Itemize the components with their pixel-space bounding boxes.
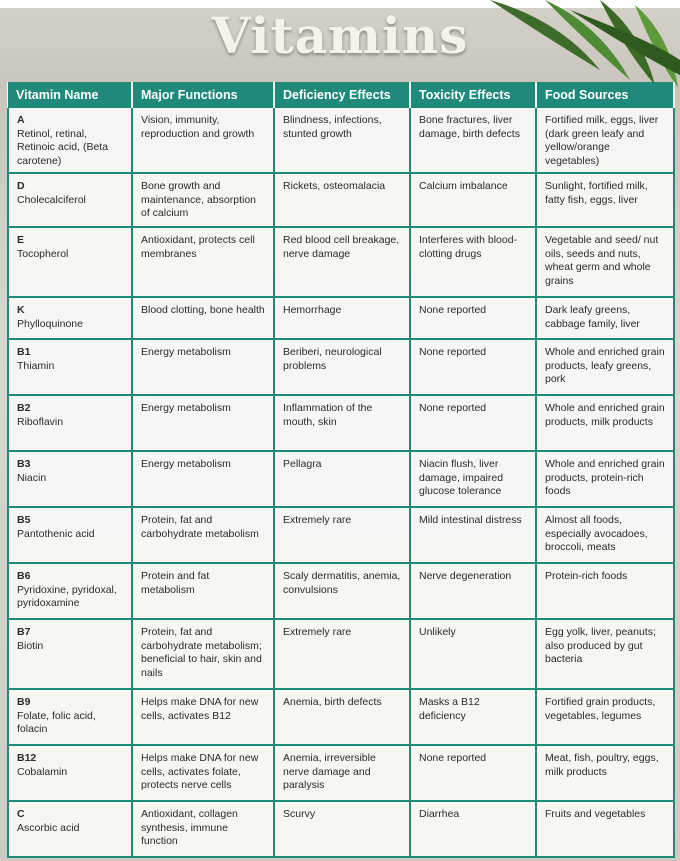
toxicity-effects-cell: Bone fractures, liver damage, birth defects: [410, 108, 536, 173]
vitamin-chemical-name: Retinol, retinal, Retinoic acid, (Beta carotene): [17, 127, 109, 167]
vitamin-letter: B5: [17, 514, 31, 526]
deficiency-effects-cell: Extremely rare: [274, 507, 410, 563]
deficiency-effects-cell: Pellagra: [274, 451, 410, 507]
vitamin-letter: B3: [17, 458, 31, 470]
major-functions-cell: Helps make DNA for new cells, activates folate, protects nerve cells: [132, 745, 274, 801]
major-functions-cell: Energy metabolism: [132, 451, 274, 507]
deficiency-effects-cell: Anemia, irreversible nerve damage and paralysis: [274, 745, 410, 801]
vitamin-name-cell: [8, 563, 132, 619]
table-body: [8, 108, 674, 857]
header-food-sources: Food Sources: [536, 82, 674, 108]
table-row: [8, 227, 674, 297]
vitamin-letter: E: [17, 234, 25, 246]
vitamin-name-cell: [8, 108, 132, 173]
vitamin-name-cell: [8, 801, 132, 857]
deficiency-effects-cell: Scurvy: [274, 801, 410, 857]
deficiency-effects-cell: Beriberi, neurological problems: [274, 339, 410, 395]
table-row: [8, 297, 674, 339]
vitamin-chemical-name: Cobalamin: [17, 765, 68, 778]
vitamin-chemical-name: Phylloquinone: [17, 317, 83, 330]
vitamin-letter: B9: [17, 696, 31, 708]
food-sources-cell: Sunlight, fortified milk, fatty fish, eggs, liver: [536, 173, 674, 227]
vitamin-name-cell: [8, 297, 132, 339]
table-row: [8, 507, 674, 563]
deficiency-effects-cell: Anemia, birth defects: [274, 689, 410, 745]
major-functions-cell: Antioxidant, protects cell membranes: [132, 227, 274, 297]
header-deficiency-effects: Deficiency Effects: [274, 82, 410, 108]
vitamin-name-cell: [8, 619, 132, 689]
food-sources-cell: Protein-rich foods: [536, 563, 674, 619]
table-header-row: [8, 82, 674, 108]
major-functions-cell: Energy metabolism: [132, 395, 274, 451]
food-sources-cell: Vegetable and seed/ nut oils, seeds and nuts, wheat germ and whole grains: [536, 227, 674, 297]
vitamin-chemical-name: Niacin: [17, 471, 47, 484]
major-functions-cell: Vision, immunity, reproduction and growth: [132, 108, 274, 173]
major-functions-cell: Protein and fat metabolism: [132, 563, 274, 619]
table-row: [8, 451, 674, 507]
vitamin-chemical-name: Pantothenic acid: [17, 527, 95, 540]
deficiency-effects-cell: Inflammation of the mouth, skin: [274, 395, 410, 451]
major-functions-cell: Protein, fat and carbohydrate metabolism; beneficial to hair, skin and nails: [132, 619, 274, 689]
vitamin-name-cell: [8, 745, 132, 801]
food-sources-cell: Egg yolk, liver, peanuts; also produced by gut bacteria: [536, 619, 674, 689]
food-sources-cell: Whole and enriched grain products, leafy greens, pork: [536, 339, 674, 395]
vitamin-chemical-name: Folate, folic acid, folacin: [17, 709, 96, 735]
major-functions-cell: Energy metabolism: [132, 339, 274, 395]
header-vitamin-name: Vitamin Name: [8, 82, 132, 108]
vitamin-name-cell: [8, 689, 132, 745]
deficiency-effects-cell: Hemorrhage: [274, 297, 410, 339]
table-row: [8, 395, 674, 451]
table-row: [8, 689, 674, 745]
food-sources-cell: Whole and enriched grain products, protein-rich foods: [536, 451, 674, 507]
deficiency-effects-cell: Extremely rare: [274, 619, 410, 689]
vitamin-letter: C: [17, 808, 25, 820]
major-functions-cell: Helps make DNA for new cells, activates B12: [132, 689, 274, 745]
vitamin-chemical-name: Biotin: [17, 639, 44, 652]
poster-title: Vitamins: [211, 6, 469, 65]
vitamin-chemical-name: Riboflavin: [17, 415, 64, 428]
toxicity-effects-cell: Diarrhea: [410, 801, 536, 857]
food-sources-cell: Almost all foods, especially avocadoes, broccoli, meats: [536, 507, 674, 563]
table-row: [8, 108, 674, 173]
toxicity-effects-cell: Mild intestinal distress: [410, 507, 536, 563]
food-sources-cell: Fruits and vegetables: [536, 801, 674, 857]
vitamin-name-cell: [8, 451, 132, 507]
header-major-functions: Major Functions: [132, 82, 274, 108]
vitamin-name-cell: [8, 395, 132, 451]
vitamin-letter: A: [17, 114, 25, 126]
deficiency-effects-cell: Red blood cell breakage, nerve damage: [274, 227, 410, 297]
vitamin-chemical-name: Tocopherol: [17, 247, 69, 260]
table-row: [8, 745, 674, 801]
deficiency-effects-cell: Rickets, osteomalacia: [274, 173, 410, 227]
vitamin-chemical-name: Thiamin: [17, 359, 55, 372]
vitamin-chemical-name: Cholecalciferol: [17, 193, 86, 206]
vitamin-letter: D: [17, 180, 25, 192]
table-row: [8, 619, 674, 689]
vitamin-letter: B12: [17, 752, 37, 764]
toxicity-effects-cell: None reported: [410, 297, 536, 339]
deficiency-effects-cell: Blindness, infections, stunted growth: [274, 108, 410, 173]
vitamin-letter: B1: [17, 346, 31, 358]
toxicity-effects-cell: None reported: [410, 745, 536, 801]
table-row: [8, 339, 674, 395]
deficiency-effects-cell: Scaly dermatitis, anemia, convulsions: [274, 563, 410, 619]
food-sources-cell: Whole and enriched grain products, milk products: [536, 395, 674, 451]
vitamin-chemical-name: Ascorbic acid: [17, 821, 80, 834]
food-sources-cell: Dark leafy greens, cabbage family, liver: [536, 297, 674, 339]
toxicity-effects-cell: Calcium imbalance: [410, 173, 536, 227]
food-sources-cell: Fortified milk, eggs, liver (dark green leafy and yellow/orange vegetables): [536, 108, 674, 173]
toxicity-effects-cell: Masks a B12 deficiency: [410, 689, 536, 745]
food-sources-cell: Meat, fish, poultry, eggs, milk products: [536, 745, 674, 801]
vitamin-chemical-name: Pyridoxine, pyridoxal, pyridoxamine: [17, 583, 117, 609]
toxicity-effects-cell: None reported: [410, 395, 536, 451]
vitamin-name-cell: [8, 507, 132, 563]
vitamin-letter: K: [17, 304, 25, 316]
food-sources-cell: Fortified grain products, vegetables, legumes: [536, 689, 674, 745]
vitamin-letter: B2: [17, 402, 31, 414]
major-functions-cell: Protein, fat and carbohydrate metabolism: [132, 507, 274, 563]
vitamin-name-cell: [8, 173, 132, 227]
major-functions-cell: Bone growth and maintenance, absorption of calcium: [132, 173, 274, 227]
vitamin-letter: B6: [17, 570, 31, 582]
major-functions-cell: Antioxidant, collagen synthesis, immune function: [132, 801, 274, 857]
vitamin-letter: B7: [17, 626, 31, 638]
vitamin-name-cell: [8, 339, 132, 395]
vitamin-name-cell: [8, 227, 132, 297]
toxicity-effects-cell: Unlikely: [410, 619, 536, 689]
table-row: [8, 801, 674, 857]
vitamins-table: [7, 82, 675, 858]
header-toxicity-effects: Toxicity Effects: [410, 82, 536, 108]
major-functions-cell: Blood clotting, bone health: [132, 297, 274, 339]
toxicity-effects-cell: Niacin flush, liver damage, impaired glucose tolerance: [410, 451, 536, 507]
toxicity-effects-cell: None reported: [410, 339, 536, 395]
toxicity-effects-cell: Interferes with blood-clotting drugs: [410, 227, 536, 297]
toxicity-effects-cell: Nerve degeneration: [410, 563, 536, 619]
table-row: [8, 173, 674, 227]
table-row: [8, 563, 674, 619]
